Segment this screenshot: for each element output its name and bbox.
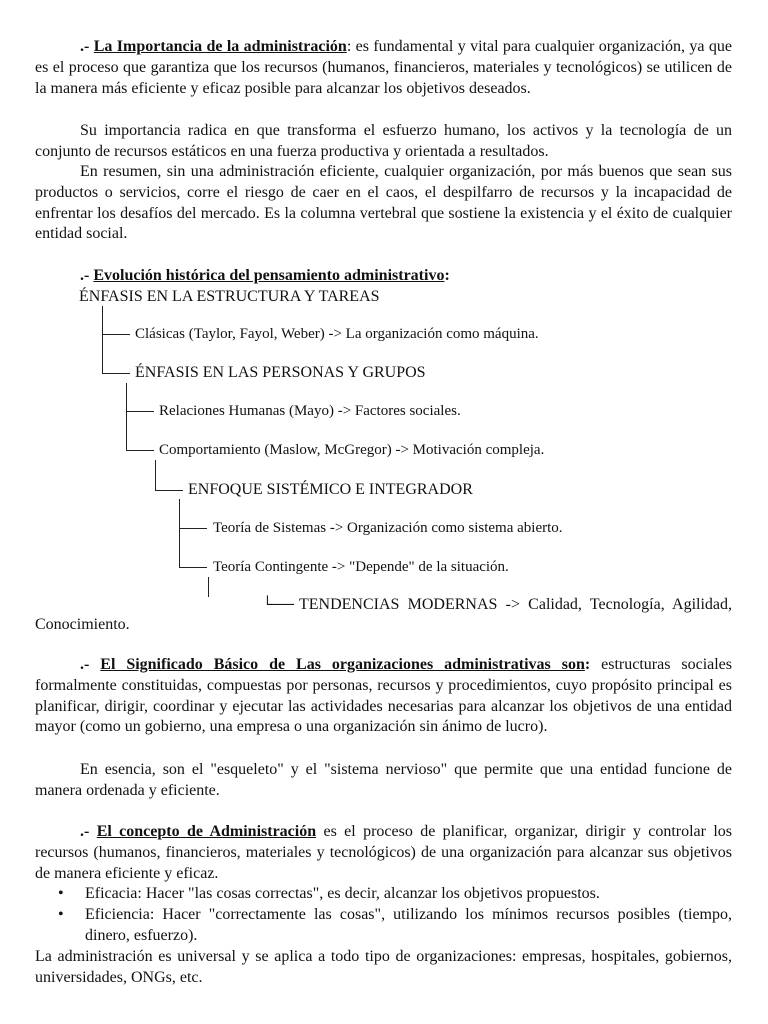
tree-connector [102,306,103,373]
list-item-efficiency [35,905,732,947]
tree-node-modern-continuation: Conocimiento. [35,616,130,633]
heading-colon: : [584,656,591,673]
tree-connector [208,577,209,597]
list-item-text: Eficiencia: Hacer "correctamente las cosas", utilizando los mínimos recursos posibles (tiempo, dinero, esfuerzo). [85,905,732,944]
bullet-icon: • [58,885,64,902]
evolution-heading-line [35,266,732,287]
list-item-efficacy [35,884,732,905]
heading-colon: : [444,267,450,284]
importance-heading: La Importancia de la administración [93,38,347,55]
organizations-intro: estructuras sociales formalmente constituidas, compuestas por personas, recursos y procedimientos, cuyo propósito principal es planificar, dirigir, coordinar y ejecutar las actividades necesarias para alcanzar los objetivos de una entidad mayor (como un gobierno, una empresa o una organización sin ánimo de lucro). [35,656,733,736]
concept-paragraph [35,822,732,884]
concept-intro: es el proceso de planificar, organizar, dirigir y controlar los recursos (humanos, financieros, materiales y tecnológicos) de una organización para alcanzar sus objetivos de manera eficiente y eficaz. [35,823,733,882]
tree-node-modern: TENDENCIAS MODERNAS -> Calidad, Tecnología, Agilidad, [299,596,732,613]
evolution-heading: Evolución histórica del pensamiento administrativo [93,267,445,284]
tree-item-behavior: Comportamiento (Maslow, McGregor) -> Motivación compleja. [159,442,545,458]
tree-item-contingency: Teoría Contingente -> "Depende" de la situación. [213,559,509,575]
tree-item-classic: Clásicas (Taylor, Fayol, Weber) -> La organización como máquina. [135,326,539,342]
tree-connector [102,373,130,374]
importance-paragraph-3: En resumen, sin una administración eficiente, cualquier organización, por más buenos que sean sus productos o servicios, corre el riesgo de caer en el caos, el despilfarro de recursos y la incapacidad de enfrentar los desafíos del mercado. Es la columna vertebral que sostiene la existencia y el éxito de cualquier entidad social. [35,163,732,243]
bullet-icon: • [58,905,64,923]
tree-connector [179,499,180,567]
importance-paragraph [35,37,732,99]
tree-connector [179,567,207,568]
tree-item-human-relations: Relaciones Humanas (Mayo) -> Factores sociales. [159,403,461,419]
tree-item-systems-theory: Teoría de Sistemas -> Organización como sistema abierto. [213,520,563,536]
tree-connector [126,411,154,412]
organizations-paragraph-2: En esencia, son el "esqueleto" y el "sistema nervioso" que permite que una entidad funcione de manera ordenada y eficiente. [35,761,732,799]
section-prefix: .- [80,823,90,840]
organizations-paragraph [35,655,732,738]
tree-connector [102,334,130,335]
tree-connector [126,450,154,451]
tree-node-systemic: ENFOQUE SISTÉMICO E INTEGRADOR [188,481,473,498]
importance-intro: es fundamental y vital para cualquier organización, ya que es el proceso que garantiza que los recursos (humanos, financieros, materiales y tecnológicos) se utilicen de la manera más eficiente y eficaz posible para alcanzar los objetivos deseados. [35,38,733,97]
heading-colon: : [346,38,352,55]
tree-connector [179,528,207,529]
section-prefix: .- [80,656,90,673]
tree-node-people: ÉNFASIS EN LAS PERSONAS Y GRUPOS [135,364,426,381]
tree-prefix-modern: └── [262,597,294,613]
tree-connector [155,490,183,491]
importance-paragraph-2: Su importancia radica en que transforma el esfuerzo humano, los activos y la tecnología de un conjunto de recursos estáticos en una fuerza productiva y orientada a resultados. [35,122,732,160]
tree-connector [155,460,156,490]
organizations-heading: El Significado Básico de Las organizaciones administrativas son [100,656,585,673]
section-prefix: .- [80,38,90,55]
list-item-text: Eficacia: Hacer "las cosas correctas", es decir, alcanzar los objetivos propuestos. [85,885,600,902]
tree-root-structure: ÉNFASIS EN LA ESTRUCTURA Y TAREAS [79,288,380,305]
section-prefix: .- [80,267,90,284]
concept-heading: El concepto de Administración [96,823,317,840]
tree-connector [126,383,127,450]
concept-closing-paragraph: La administración es universal y se aplica a todo tipo de organizaciones: empresas, hospitales, gobiernos, universidades, ONGs, etc. [35,948,732,986]
concept-bullet-list [35,884,732,946]
